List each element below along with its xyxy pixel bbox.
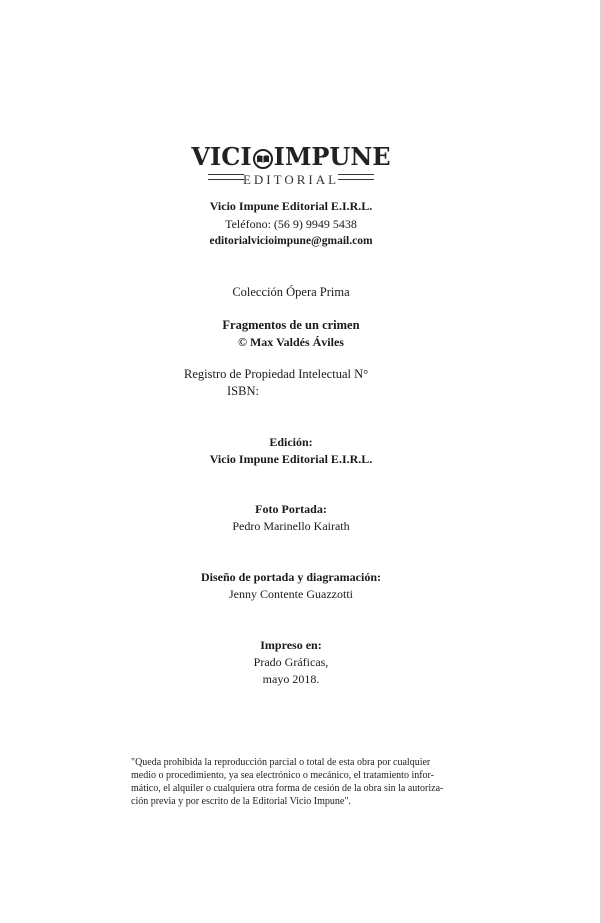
logo-subtitle — [0, 171, 582, 187]
open-book-icon — [253, 147, 273, 167]
logo-subtitle-text: EDITORIAL — [242, 172, 340, 187]
logo-rule-right — [338, 174, 374, 180]
collection-name: Colección Ópera Prima — [232, 285, 350, 299]
disclaimer-line: medio o procedimiento, ya sea electrónico o mecánico, el tratamiento infor- — [131, 770, 435, 781]
isbn-label: ISBN: — [227, 384, 259, 398]
registry-number: Registro de Propiedad Intelectual N° — [184, 367, 369, 381]
logo-wordmark-right: IMPUNE — [273, 142, 391, 171]
printing-heading: Impreso en: — [260, 638, 322, 652]
publisher-name: Vicio Impune Editorial E.I.R.L. — [209, 199, 373, 213]
design-credit: Jenny Contente Guazzotti — [229, 587, 353, 601]
logo-wordmark-left: VICI — [191, 142, 252, 171]
edition-heading: Edición: — [269, 435, 313, 449]
publisher-email: editorialvicioimpune@gmail.com — [209, 235, 373, 247]
copyright-disclaimer — [131, 756, 461, 808]
edition-value: Vicio Impune Editorial E.I.R.L. — [209, 452, 373, 466]
disclaimer-line: "Queda prohibida la reproducción parcial o total de esta obra por cualquier — [131, 757, 431, 768]
cover-photo-heading: Foto Portada: — [255, 502, 327, 516]
book-title: Fragmentos de un crimen — [222, 318, 360, 332]
disclaimer-line: ción previa y por escrito de la Editorial Vicio Impune". — [131, 796, 351, 807]
printing-place: Prado Gráficas, — [253, 655, 329, 669]
design-heading: Diseño de portada y diagramación: — [201, 570, 381, 584]
logo-rule-left — [208, 174, 244, 180]
cover-photo-credit: Pedro Marinello Kairath — [232, 519, 350, 533]
printing-date: mayo 2018. — [262, 672, 320, 686]
book-author: © Max Valdés Áviles — [238, 335, 344, 349]
disclaimer-line: mático, el alquiler o cualquiera otra forma de cesión de la obra sin la autoriza- — [131, 783, 444, 794]
publisher-phone: Teléfono: (56 9) 9949 5438 — [225, 217, 357, 231]
publisher-logo — [0, 143, 582, 171]
